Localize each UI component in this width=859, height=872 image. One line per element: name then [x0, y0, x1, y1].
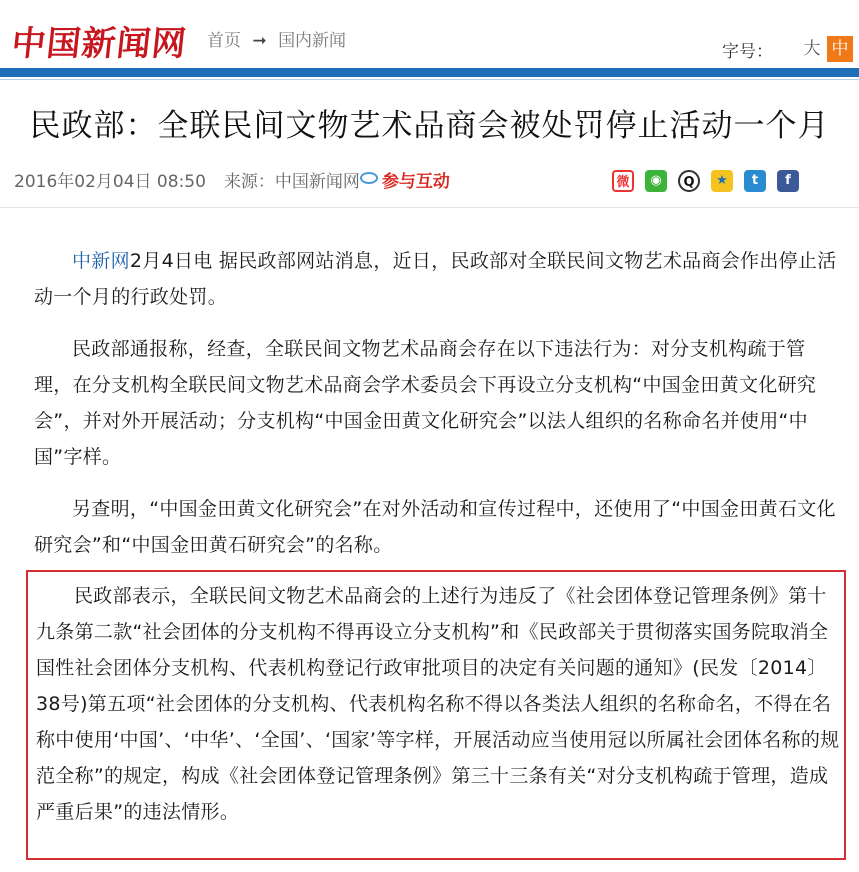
- font-size-switcher: [722, 36, 853, 62]
- font-size-large-button[interactable]: 大: [803, 39, 821, 59]
- header-bar: [0, 68, 859, 77]
- article-title: 民政部：全联民间文物艺术品商会被处罚停止活动一个月: [29, 108, 830, 144]
- qq-icon[interactable]: Q: [678, 170, 700, 192]
- weibo-icon[interactable]: 微: [612, 170, 634, 192]
- comment-bubble-icon: [360, 172, 380, 188]
- qzone-icon[interactable]: ★: [711, 170, 733, 192]
- paragraph-2: 民政部通报称，经查，全联民间文物艺术品商会存在以下违法行为：对分支机构疏于管理，在分支机构全联民间文物艺术品商会学术委员会下再设立分支机构“中国金田黄文化研究会”，并对外开展活动；分支机构“中国金田黄文化研究会”以法人组织的名称命名并使用“中国”字样。: [34, 338, 817, 468]
- article-source: 来源：中国新闻网: [223, 172, 360, 192]
- breadcrumb-section-link[interactable]: 国内新闻: [278, 31, 347, 51]
- article-meta: [14, 167, 450, 192]
- highlighted-paragraph-box: [26, 570, 846, 860]
- tencent-weibo-icon[interactable]: t: [744, 170, 766, 192]
- site-header: [0, 0, 859, 68]
- source-link[interactable]: 中新网: [72, 250, 130, 272]
- font-size-label: 字号：: [722, 41, 773, 62]
- meta-divider: [0, 207, 859, 208]
- paragraph-1: [34, 243, 840, 315]
- site-logo[interactable]: 中国新闻网: [9, 24, 189, 64]
- article-datetime: 2016年02月04日 08:50: [14, 172, 206, 192]
- font-size-medium-button[interactable]: 中: [827, 36, 853, 62]
- paragraph-3: 另查明，“中国金田黄文化研究会”在对外活动和宣传过程中，还使用了“中国金田黄石文化研究会”和“中国金田黄石研究会”的名称。: [34, 498, 836, 556]
- interact-link[interactable]: 参与互动: [381, 172, 450, 192]
- wechat-icon[interactable]: ◉: [645, 170, 667, 192]
- breadcrumb: [207, 26, 346, 51]
- article-body: [34, 243, 840, 579]
- paragraph-4: 民政部表示，全联民间文物艺术品商会的上述行为违反了《社会团体登记管理条例》第十九条第二款“社会团体的分支机构不得再设立分支机构”和《民政部关于贯彻落实国务院取消全国性社会团体分支机构、代表机构登记行政审批项目的决定有关问题的通知》(民发〔2014〕38号)第五项“社会团体的分支机构、代表机构名称不得以各类法人组织的名称命名，不得在名称中使用‘中国’、‘中华’、‘全国’、‘国家’等字样，开展活动应当使用冠以所属社会团体名称的规范全称”的规定，构成《社会团体登记管理条例》第三十三条有关“对分支机构疏于管理，造成严重后果”的违法情形。: [36, 585, 840, 823]
- share-bar: [601, 170, 799, 192]
- header-divider: [0, 79, 859, 80]
- facebook-icon[interactable]: f: [777, 170, 799, 192]
- paragraph-1-text: 2月4日电 据民政部网站消息，近日，民政部对全联民间文物艺术品商会作出停止活动一个月的行政处罚。: [34, 250, 837, 308]
- arrow-right-icon: ➞: [252, 31, 267, 51]
- breadcrumb-home-link[interactable]: 首页: [207, 31, 241, 51]
